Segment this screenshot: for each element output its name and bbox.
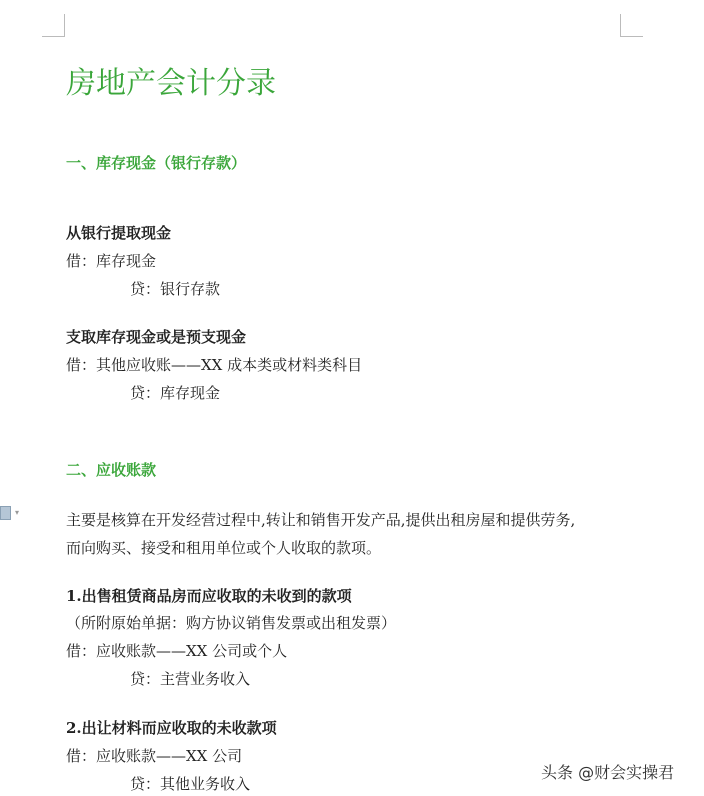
- body-paragraph: 而向购买、接受和租用单位或个人收取的款项。: [66, 539, 382, 557]
- debit-line: 借：其他应收账——XX 成本类或材料类科目: [66, 356, 363, 374]
- debit-line: 借：库存现金: [66, 252, 157, 270]
- entry-note: （所附原始单据：购方协议销售发票或出租发票）: [66, 614, 397, 632]
- debit-line: 借：应收账款——XX 公司或个人: [66, 642, 288, 660]
- entry-title: 1.出售租赁商品房而应收取的未收到的款项: [66, 587, 352, 605]
- credit-line: 贷：库存现金: [130, 384, 221, 402]
- entry-title: 从银行提取现金: [66, 224, 172, 242]
- body-paragraph: 主要是核算在开发经营过程中,转让和销售开发产品,提供出租房屋和提供劳务,: [66, 511, 576, 529]
- margin-corner-mark: [42, 14, 65, 37]
- entry-title: 支取库存现金或是预支现金: [66, 328, 247, 346]
- entry-title: 2.出让材料而应收取的未收款项: [66, 719, 277, 737]
- credit-line: 贷：主营业务收入: [130, 670, 251, 688]
- debit-line: 借：应收账款——XX 公司: [66, 747, 243, 765]
- margin-corner-mark: [620, 14, 643, 37]
- section-heading: 一、库存现金（银行存款）: [66, 154, 247, 172]
- document-title: 房地产会计分录: [66, 66, 276, 101]
- paragraph-layout-icon[interactable]: [0, 506, 11, 520]
- credit-line: 贷：银行存款: [130, 280, 221, 298]
- credit-line: 贷：其他业务收入: [130, 775, 251, 793]
- section-heading: 二、应收账款: [66, 461, 157, 479]
- watermark: 头条 @财会实操君: [541, 763, 675, 782]
- chevron-down-icon[interactable]: ▾: [15, 508, 20, 517]
